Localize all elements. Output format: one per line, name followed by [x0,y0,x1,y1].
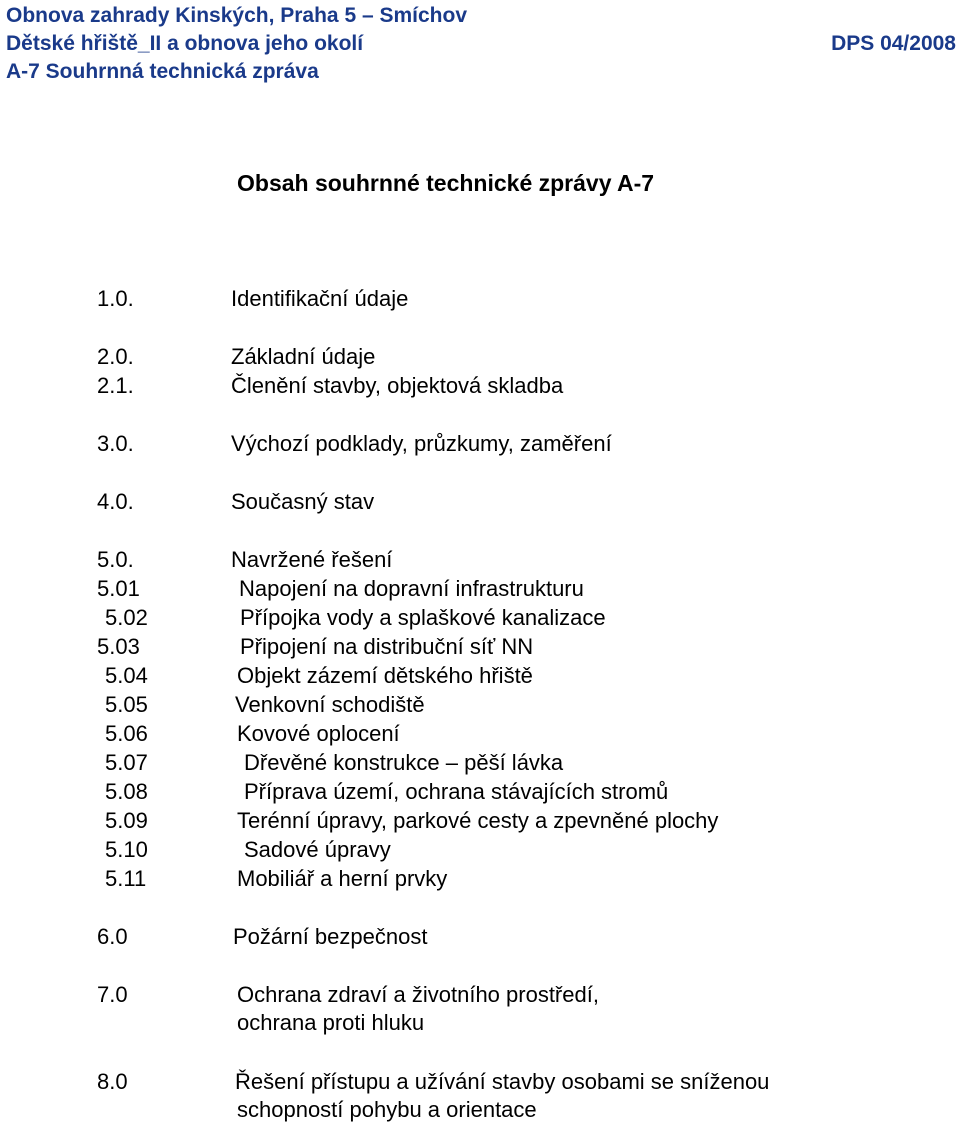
toc-label: Současný stav [231,489,375,514]
toc-number: 8.0 [97,1069,128,1094]
toc-number: 2.1. [97,373,134,398]
toc-label: Řešení přístupu a užívání stavby osobami se sníženou [235,1069,770,1094]
document-name: A-7 Souhrnná technická zpráva [6,60,319,83]
toc-label: Venkovní schodiště [235,692,425,717]
toc-number: 5.01 [97,576,140,601]
toc-number: 5.10 [105,837,148,862]
toc-label: ochrana proti hluku [237,1010,425,1035]
toc-label: Výchozí podklady, průzkumy, zaměření [231,431,612,456]
header-line-1 [6,2,956,30]
toc-label: Navržené řešení [231,547,393,572]
toc-label: Připojení na distribuční síť NN [240,634,534,659]
toc-number: 5.08 [105,779,148,804]
project-subtitle: Dětské hřiště_II a obnova jeho okolí [6,32,364,55]
toc-number: 6.0 [97,924,128,949]
toc-label: Objekt zázemí dětského hřiště [237,663,533,688]
toc-label: Kovové oplocení [237,721,400,746]
header-line-3 [6,58,956,86]
toc-number: 5.02 [105,605,148,630]
project-name: Obnova zahrady Kinských, Praha 5 – Smíchov [6,4,468,27]
toc-number: 1.0. [97,286,134,311]
toc-number: 7.0 [97,982,128,1007]
toc-number: 2.0. [97,344,134,369]
toc-label: Identifikační údaje [231,286,409,311]
toc-number: 5.09 [105,808,148,833]
toc-number: 4.0. [97,489,134,514]
toc-number: 5.07 [105,750,148,775]
toc-label: Sadové úpravy [244,837,391,862]
header-line-2 [6,30,956,58]
toc-number: 5.06 [105,721,148,746]
toc-label: Členění stavby, objektová skladba [231,373,564,398]
toc-label: Přípojka vody a splaškové kanalizace [240,605,606,630]
toc-number: 5.0. [97,547,134,572]
toc-number: 5.11 [105,866,147,891]
toc-label: Požární bezpečnost [233,924,428,949]
page-title: Obsah souhrnné technické zprávy A-7 [237,170,655,196]
document-stage: DPS 04/2008 [831,32,956,55]
toc-number: 5.03 [97,634,140,659]
toc-number: 5.05 [105,692,148,717]
toc-label: Základní údaje [231,344,376,369]
toc-label: Příprava území, ochrana stávajících stromů [244,779,669,804]
toc-label: Dřevěné konstrukce – pěší lávka [244,750,564,775]
toc-label: Ochrana zdraví a životního prostředí, [237,982,599,1007]
toc-label: Mobiliář a herní prvky [237,866,448,891]
toc-label: Terénní úpravy, parkové cesty a zpevněné plochy [237,808,719,833]
toc-label: Napojení na dopravní infrastrukturu [239,576,584,601]
toc-number: 3.0. [97,431,134,456]
toc-number: 5.04 [105,663,148,688]
document-header [6,2,956,86]
toc-label: schopností pohybu a orientace [237,1097,537,1122]
